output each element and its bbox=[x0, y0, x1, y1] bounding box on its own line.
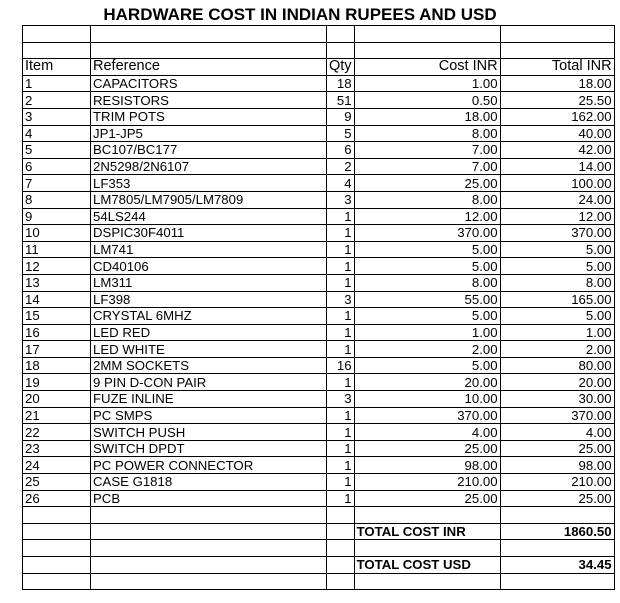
qty-cell: 3 bbox=[327, 391, 355, 408]
reference-cell: 54LS244 bbox=[91, 208, 327, 225]
qty-cell: 1 bbox=[327, 341, 355, 358]
table-row bbox=[23, 490, 615, 507]
reference-cell: LM741 bbox=[91, 241, 327, 258]
qty-cell: 1 bbox=[327, 374, 355, 391]
item-cell: 9 bbox=[23, 208, 91, 225]
blank-cell bbox=[354, 573, 500, 590]
reference-cell: CD40106 bbox=[91, 258, 327, 275]
item-cell: 5 bbox=[23, 142, 91, 159]
qty-cell: 6 bbox=[327, 142, 355, 159]
item-cell: 1 bbox=[23, 75, 91, 92]
total-cell: 98.00 bbox=[500, 457, 614, 474]
table-row bbox=[23, 175, 615, 192]
reference-cell: 2MM SOCKETS bbox=[91, 357, 327, 374]
reference-cell: PCB bbox=[91, 490, 327, 507]
qty-cell: 3 bbox=[327, 191, 355, 208]
blank-row bbox=[23, 573, 615, 590]
item-cell: 25 bbox=[23, 474, 91, 491]
item-cell: 10 bbox=[23, 225, 91, 242]
item-cell: 19 bbox=[23, 374, 91, 391]
cost-cell: 370.00 bbox=[354, 225, 500, 242]
qty-cell: 9 bbox=[327, 108, 355, 125]
blank-row bbox=[23, 540, 615, 557]
item-cell: 4 bbox=[23, 125, 91, 142]
reference-cell: PC SMPS bbox=[91, 407, 327, 424]
total-cell: 24.00 bbox=[500, 191, 614, 208]
blank-cell bbox=[327, 507, 355, 524]
reference-cell: LF353 bbox=[91, 175, 327, 192]
cost-cell: 20.00 bbox=[354, 374, 500, 391]
reference-cell: SWITCH DPDT bbox=[91, 440, 327, 457]
cost-cell: 2.00 bbox=[354, 341, 500, 358]
table-row bbox=[23, 407, 615, 424]
reference-cell: CASE G1818 bbox=[91, 474, 327, 491]
blank-row bbox=[23, 507, 615, 524]
cost-cell: 98.00 bbox=[354, 457, 500, 474]
reference-cell: LED RED bbox=[91, 324, 327, 341]
blank-cell bbox=[91, 507, 327, 524]
total-cell: 20.00 bbox=[500, 374, 614, 391]
table-row bbox=[23, 241, 615, 258]
qty-cell: 1 bbox=[327, 208, 355, 225]
reference-cell: LF398 bbox=[91, 291, 327, 308]
reference-cell: LM7805/LM7905/LM7809 bbox=[91, 191, 327, 208]
total-cell: 2.00 bbox=[500, 341, 614, 358]
header-item: Item bbox=[23, 59, 91, 76]
reference-cell: DSPIC30F4011 bbox=[91, 225, 327, 242]
blank-cell bbox=[23, 540, 91, 557]
total-inr bbox=[23, 523, 615, 540]
blank-cell bbox=[23, 557, 91, 574]
item-cell: 3 bbox=[23, 108, 91, 125]
item-cell: 2 bbox=[23, 92, 91, 109]
cost-cell: 5.00 bbox=[354, 241, 500, 258]
table-row bbox=[23, 274, 615, 291]
blank-cell bbox=[354, 540, 500, 557]
header-reference: Reference bbox=[91, 59, 327, 76]
total-cell: 5.00 bbox=[500, 241, 614, 258]
blank-row bbox=[23, 26, 615, 43]
qty-cell: 1 bbox=[327, 490, 355, 507]
reference-cell: LM311 bbox=[91, 274, 327, 291]
total-cell: 370.00 bbox=[500, 225, 614, 242]
total-cell: 12.00 bbox=[500, 208, 614, 225]
reference-cell: JP1-JP5 bbox=[91, 125, 327, 142]
total-inr-label: TOTAL COST INR bbox=[354, 523, 500, 540]
total-cell: 80.00 bbox=[500, 357, 614, 374]
total-cell: 210.00 bbox=[500, 474, 614, 491]
item-cell: 6 bbox=[23, 158, 91, 175]
cost-cell: 8.00 bbox=[354, 274, 500, 291]
cost-cell: 5.00 bbox=[354, 258, 500, 275]
total-usd-value: 34.45 bbox=[500, 557, 614, 574]
cost-cell: 25.00 bbox=[354, 490, 500, 507]
total-cell: 370.00 bbox=[500, 407, 614, 424]
cost-cell: 55.00 bbox=[354, 291, 500, 308]
cost-cell: 370.00 bbox=[354, 407, 500, 424]
item-cell: 18 bbox=[23, 357, 91, 374]
cost-table bbox=[22, 25, 615, 590]
table-row bbox=[23, 225, 615, 242]
header-qty: Qty bbox=[327, 59, 355, 76]
total-cell: 14.00 bbox=[500, 158, 614, 175]
total-cell: 162.00 bbox=[500, 108, 614, 125]
cost-cell: 1.00 bbox=[354, 324, 500, 341]
cost-cell: 25.00 bbox=[354, 175, 500, 192]
cost-cell: 10.00 bbox=[354, 391, 500, 408]
total-cell: 42.00 bbox=[500, 142, 614, 159]
total-usd bbox=[23, 557, 615, 574]
reference-cell: 9 PIN D-CON PAIR bbox=[91, 374, 327, 391]
blank-cell bbox=[91, 573, 327, 590]
qty-cell: 2 bbox=[327, 158, 355, 175]
table-row bbox=[23, 142, 615, 159]
table-row bbox=[23, 324, 615, 341]
blank-cell bbox=[327, 540, 355, 557]
item-cell: 20 bbox=[23, 391, 91, 408]
qty-cell: 1 bbox=[327, 324, 355, 341]
total-cell: 5.00 bbox=[500, 258, 614, 275]
total-cell: 5.00 bbox=[500, 308, 614, 325]
reference-cell: FUZE INLINE bbox=[91, 391, 327, 408]
blank-cell bbox=[327, 573, 355, 590]
blank-cell bbox=[91, 523, 327, 540]
table-row bbox=[23, 424, 615, 441]
cost-cell: 1.00 bbox=[354, 75, 500, 92]
blank-cell bbox=[23, 573, 91, 590]
item-cell: 22 bbox=[23, 424, 91, 441]
reference-cell: RESISTORS bbox=[91, 92, 327, 109]
total-inr-value: 1860.50 bbox=[500, 523, 614, 540]
total-cell: 25.00 bbox=[500, 440, 614, 457]
total-usd-label: TOTAL COST USD bbox=[354, 557, 500, 574]
table-row bbox=[23, 125, 615, 142]
qty-cell: 1 bbox=[327, 258, 355, 275]
reference-cell: LED WHITE bbox=[91, 341, 327, 358]
qty-cell: 1 bbox=[327, 241, 355, 258]
table-row bbox=[23, 75, 615, 92]
item-cell: 17 bbox=[23, 341, 91, 358]
cost-cell: 7.00 bbox=[354, 142, 500, 159]
blank-cell bbox=[23, 523, 91, 540]
blank-cell bbox=[91, 540, 327, 557]
item-cell: 21 bbox=[23, 407, 91, 424]
item-cell: 23 bbox=[23, 440, 91, 457]
reference-cell: CAPACITORS bbox=[91, 75, 327, 92]
qty-cell: 16 bbox=[327, 357, 355, 374]
item-cell: 16 bbox=[23, 324, 91, 341]
reference-cell: 2N5298/2N6107 bbox=[91, 158, 327, 175]
item-cell: 12 bbox=[23, 258, 91, 275]
item-cell: 15 bbox=[23, 308, 91, 325]
cost-cell: 8.00 bbox=[354, 125, 500, 142]
table-row bbox=[23, 474, 615, 491]
table-row bbox=[23, 291, 615, 308]
header-row bbox=[23, 59, 615, 76]
qty-cell: 1 bbox=[327, 440, 355, 457]
item-cell: 26 bbox=[23, 490, 91, 507]
item-cell: 24 bbox=[23, 457, 91, 474]
qty-cell: 1 bbox=[327, 474, 355, 491]
total-cell: 30.00 bbox=[500, 391, 614, 408]
reference-cell: CRYSTAL 6MHZ bbox=[91, 308, 327, 325]
item-cell: 13 bbox=[23, 274, 91, 291]
table-row bbox=[23, 341, 615, 358]
table-row bbox=[23, 357, 615, 374]
cost-cell: 5.00 bbox=[354, 308, 500, 325]
total-cell: 25.00 bbox=[500, 490, 614, 507]
table-row bbox=[23, 108, 615, 125]
blank-cell bbox=[23, 507, 91, 524]
qty-cell: 1 bbox=[327, 225, 355, 242]
table-row bbox=[23, 440, 615, 457]
total-cell: 40.00 bbox=[500, 125, 614, 142]
total-cell: 8.00 bbox=[500, 274, 614, 291]
item-cell: 11 bbox=[23, 241, 91, 258]
table-row bbox=[23, 308, 615, 325]
total-cell: 100.00 bbox=[500, 175, 614, 192]
qty-cell: 1 bbox=[327, 457, 355, 474]
table-row bbox=[23, 191, 615, 208]
total-cell: 18.00 bbox=[500, 75, 614, 92]
blank-cell bbox=[354, 507, 500, 524]
cost-cell: 5.00 bbox=[354, 357, 500, 374]
table-row bbox=[23, 374, 615, 391]
cost-cell: 18.00 bbox=[354, 108, 500, 125]
cost-cell: 0.50 bbox=[354, 92, 500, 109]
reference-cell: TRIM POTS bbox=[91, 108, 327, 125]
qty-cell: 18 bbox=[327, 75, 355, 92]
total-cell: 1.00 bbox=[500, 324, 614, 341]
reference-cell: SWITCH PUSH bbox=[91, 424, 327, 441]
blank-cell bbox=[500, 507, 614, 524]
item-cell: 7 bbox=[23, 175, 91, 192]
table-row bbox=[23, 258, 615, 275]
qty-cell: 3 bbox=[327, 291, 355, 308]
cost-cell: 25.00 bbox=[354, 440, 500, 457]
blank-cell bbox=[327, 523, 355, 540]
qty-cell: 1 bbox=[327, 308, 355, 325]
blank-cell bbox=[327, 557, 355, 574]
cost-cell: 8.00 bbox=[354, 191, 500, 208]
cost-cell: 4.00 bbox=[354, 424, 500, 441]
blank-cell bbox=[500, 573, 614, 590]
page-title: HARDWARE COST IN INDIAN RUPEES AND USD bbox=[103, 5, 497, 24]
total-cell: 165.00 bbox=[500, 291, 614, 308]
header-total: Total INR bbox=[500, 59, 614, 76]
cost-cell: 210.00 bbox=[354, 474, 500, 491]
blank-row bbox=[23, 42, 615, 59]
blank-cell bbox=[500, 540, 614, 557]
reference-cell: PC POWER CONNECTOR bbox=[91, 457, 327, 474]
total-cell: 4.00 bbox=[500, 424, 614, 441]
total-cell: 25.50 bbox=[500, 92, 614, 109]
qty-cell: 1 bbox=[327, 407, 355, 424]
item-cell: 8 bbox=[23, 191, 91, 208]
qty-cell: 1 bbox=[327, 274, 355, 291]
header-cost: Cost INR bbox=[354, 59, 500, 76]
table-row bbox=[23, 208, 615, 225]
table-row bbox=[23, 391, 615, 408]
qty-cell: 51 bbox=[327, 92, 355, 109]
table-row bbox=[23, 457, 615, 474]
blank-cell bbox=[91, 557, 327, 574]
cost-cell: 12.00 bbox=[354, 208, 500, 225]
table-row bbox=[23, 158, 615, 175]
qty-cell: 4 bbox=[327, 175, 355, 192]
qty-cell: 1 bbox=[327, 424, 355, 441]
cost-cell: 7.00 bbox=[354, 158, 500, 175]
table-row bbox=[23, 92, 615, 109]
reference-cell: BC107/BC177 bbox=[91, 142, 327, 159]
item-cell: 14 bbox=[23, 291, 91, 308]
qty-cell: 5 bbox=[327, 125, 355, 142]
